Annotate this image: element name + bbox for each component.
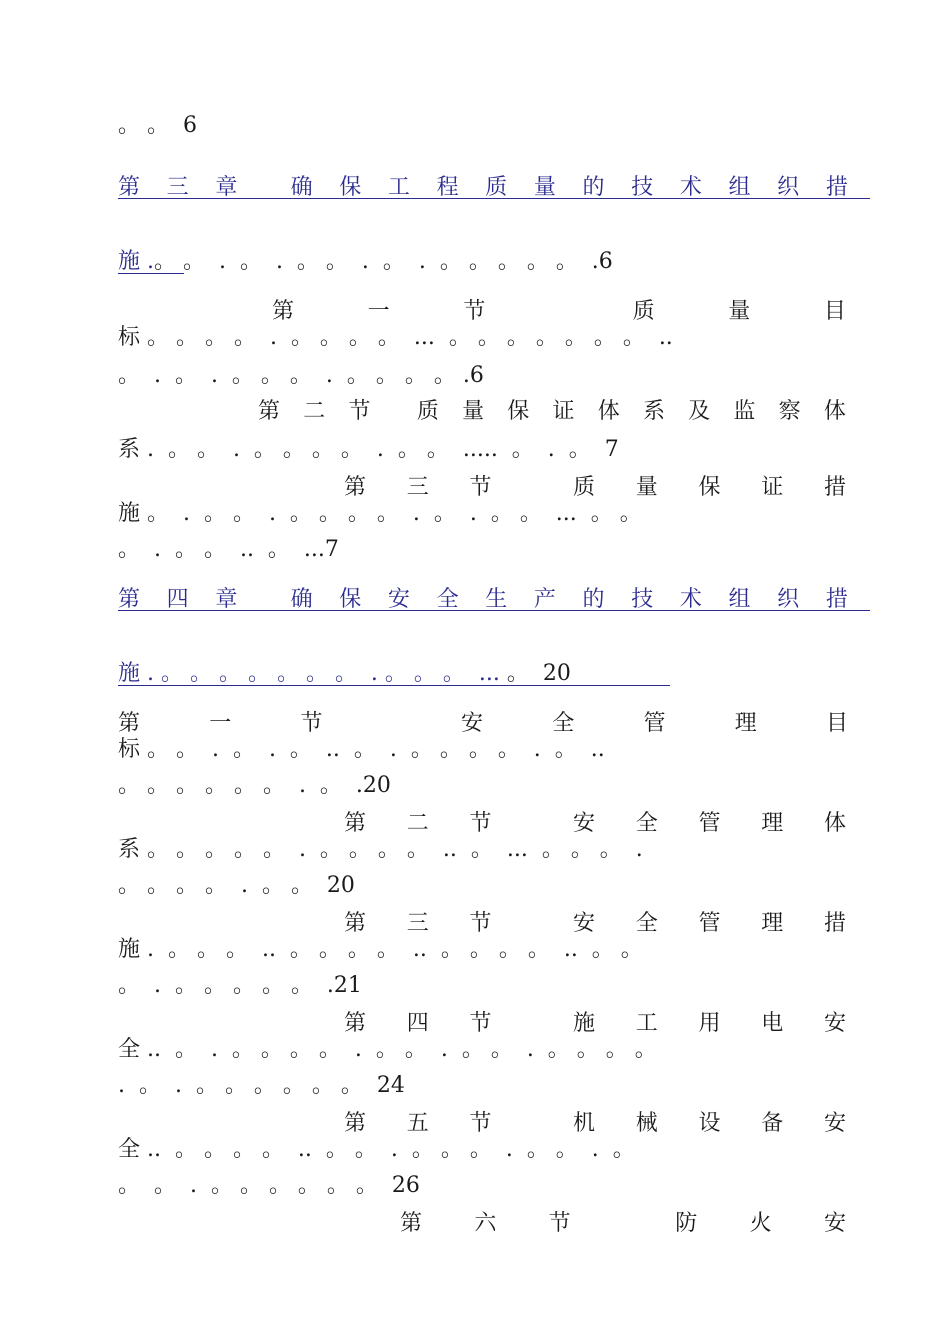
heading-char: 节 bbox=[348, 399, 371, 424]
heading-char: 目 bbox=[825, 711, 848, 736]
heading-char[interactable]: 四 bbox=[166, 587, 189, 612]
heading-char: 一 bbox=[209, 711, 232, 736]
heading-char[interactable]: 措 bbox=[825, 175, 848, 200]
toc-line: 标 。 。 。 。 . 。 。 。 。 ... 。 。 。 。 。 。 。 .. bbox=[118, 325, 673, 350]
heading-char[interactable]: 技 bbox=[631, 175, 654, 200]
heading-char[interactable]: 保 bbox=[339, 587, 362, 612]
leader-dots: 。 。 . 。 . 。 。 . 。 . 。 。 。 。 。 .6 bbox=[154, 249, 613, 274]
heading-char: 节 bbox=[469, 911, 492, 936]
section-4-6-heading bbox=[400, 1210, 846, 1238]
heading-char: 节 bbox=[469, 1011, 492, 1036]
heading-char: 六 bbox=[474, 1211, 497, 1236]
heading-char: 理 bbox=[761, 911, 784, 936]
toc-line: . 。 . 。 。 。 。 。 。 24 bbox=[118, 1073, 405, 1098]
heading-char: 全 bbox=[552, 711, 575, 736]
heading-char: 第 bbox=[258, 399, 281, 424]
heading-char: 保 bbox=[698, 475, 721, 500]
heading-char[interactable]: 章 bbox=[215, 175, 238, 200]
toc-line: 施 . 。 。 。 .. 。 。 。 。 .. 。 。 。 。 .. 。 。 bbox=[118, 937, 643, 962]
heading-char: 防 bbox=[675, 1211, 698, 1236]
chapter-3-link-tail[interactable]: 施 . bbox=[118, 249, 154, 274]
heading-char: 一 bbox=[367, 299, 390, 324]
heading-char: 体 bbox=[823, 399, 846, 424]
heading-char[interactable]: 确 bbox=[290, 587, 313, 612]
heading-char: 节 bbox=[469, 1111, 492, 1136]
toc-line: 全 .. 。 。 。 。 .. 。 。 . 。 。 。 . 。 。 . 。 bbox=[118, 1137, 635, 1162]
link-underline bbox=[118, 198, 870, 199]
link-underline bbox=[118, 273, 184, 274]
heading-char: 系 bbox=[642, 399, 665, 424]
heading-char: 量 bbox=[462, 399, 485, 424]
section-4-1-heading bbox=[118, 710, 848, 738]
heading-char: 质 bbox=[416, 399, 439, 424]
heading-char: 电 bbox=[761, 1011, 784, 1036]
heading-char[interactable]: 措 bbox=[825, 587, 848, 612]
toc-line: 。 。 . 。 。 。 。 。 。 26 bbox=[118, 1173, 420, 1198]
heading-char: 二 bbox=[406, 811, 429, 836]
toc-line: 。 . 。 。 。 。 。 .21 bbox=[118, 973, 362, 998]
toc-line: 。 . 。 . 。 。 。 . 。 。 。 。 .6 bbox=[118, 363, 484, 388]
heading-char: 机 bbox=[572, 1111, 595, 1136]
heading-char: 五 bbox=[406, 1111, 429, 1136]
heading-char: 节 bbox=[469, 811, 492, 836]
link-underline bbox=[118, 610, 870, 611]
heading-char: 证 bbox=[761, 475, 784, 500]
heading-char: 第 bbox=[344, 1111, 367, 1136]
section-4-4-heading bbox=[344, 1010, 846, 1038]
heading-char[interactable]: 组 bbox=[728, 175, 751, 200]
chapter-3-continuation bbox=[118, 248, 613, 276]
heading-char[interactable]: 织 bbox=[777, 587, 800, 612]
heading-char: 量 bbox=[728, 299, 751, 324]
heading-char: 节 bbox=[300, 711, 323, 736]
heading-char: 火 bbox=[749, 1211, 772, 1236]
heading-char[interactable]: 章 bbox=[215, 587, 238, 612]
toc-line: 系 。 。 。 。 。 . 。 。 。 。 .. 。 ... 。 。 。 . bbox=[118, 837, 643, 862]
heading-char[interactable]: 的 bbox=[582, 175, 605, 200]
heading-char: 安 bbox=[572, 911, 595, 936]
leader-dots: 。 20 bbox=[506, 661, 571, 686]
heading-char: 三 bbox=[406, 911, 429, 936]
heading-char: 节 bbox=[469, 475, 492, 500]
heading-char: 第 bbox=[400, 1211, 423, 1236]
heading-char: 安 bbox=[823, 1111, 846, 1136]
heading-char[interactable]: 第 bbox=[118, 175, 141, 200]
toc-line: 。 。 。 。 。 。 . 。 .20 bbox=[118, 773, 391, 798]
heading-char: 第 bbox=[272, 299, 295, 324]
heading-char[interactable]: 全 bbox=[436, 587, 459, 612]
heading-char: 管 bbox=[698, 911, 721, 936]
heading-char[interactable]: 术 bbox=[679, 587, 702, 612]
section-4-2-heading bbox=[344, 810, 846, 838]
heading-char: 质 bbox=[632, 299, 655, 324]
heading-char: 证 bbox=[552, 399, 575, 424]
heading-char[interactable]: 工 bbox=[387, 175, 410, 200]
heading-char[interactable]: 织 bbox=[777, 175, 800, 200]
section-3-3-heading bbox=[344, 474, 846, 502]
heading-char: 理 bbox=[761, 811, 784, 836]
toc-line: 系 . 。 。 . 。 。 。 。 . 。 。 ..... 。 . 。 7 bbox=[118, 437, 619, 462]
heading-char: 施 bbox=[572, 1011, 595, 1036]
heading-char[interactable]: 技 bbox=[631, 587, 654, 612]
heading-char: 第 bbox=[344, 475, 367, 500]
toc-line: 。 。 6 bbox=[118, 113, 197, 138]
heading-char: 管 bbox=[643, 711, 666, 736]
heading-char: 用 bbox=[698, 1011, 721, 1036]
toc-line: 标 。 。 . 。 . 。 .. 。 . 。 。 。 。 . 。 .. bbox=[118, 737, 605, 762]
heading-char: 安 bbox=[823, 1211, 846, 1236]
heading-char: 械 bbox=[635, 1111, 658, 1136]
section-3-2-heading bbox=[258, 398, 846, 426]
heading-char: 体 bbox=[597, 399, 620, 424]
section-3-1-heading bbox=[272, 298, 846, 326]
heading-char: 安 bbox=[823, 1011, 846, 1036]
heading-char: 第 bbox=[344, 911, 367, 936]
heading-char: 节 bbox=[548, 1211, 571, 1236]
heading-char: 保 bbox=[507, 399, 530, 424]
heading-char[interactable]: 组 bbox=[728, 587, 751, 612]
heading-char: 监 bbox=[733, 399, 756, 424]
link-underline bbox=[118, 685, 670, 686]
heading-char: 二 bbox=[303, 399, 326, 424]
heading-char[interactable]: 程 bbox=[436, 175, 459, 200]
chapter-4-continuation bbox=[118, 660, 571, 688]
heading-char[interactable]: 产 bbox=[533, 587, 556, 612]
heading-char: 设 bbox=[698, 1111, 721, 1136]
chapter-4-link-tail[interactable]: 施 . 。 。 。 。 。 。 。 . 。 。 。 ... bbox=[118, 661, 507, 686]
heading-char: 察 bbox=[778, 399, 801, 424]
heading-char[interactable]: 生 bbox=[485, 587, 508, 612]
heading-char[interactable]: 确 bbox=[290, 175, 313, 200]
heading-char: 备 bbox=[761, 1111, 784, 1136]
heading-char: 三 bbox=[406, 475, 429, 500]
heading-char: 措 bbox=[823, 911, 846, 936]
heading-char: 四 bbox=[406, 1011, 429, 1036]
heading-char[interactable]: 第 bbox=[118, 587, 141, 612]
section-4-5-heading bbox=[344, 1110, 846, 1138]
heading-char: 理 bbox=[734, 711, 757, 736]
toc-line: 。 . 。 。 .. 。 ...7 bbox=[118, 537, 339, 562]
heading-char: 第 bbox=[344, 1011, 367, 1036]
heading-char: 及 bbox=[688, 399, 711, 424]
heading-char[interactable]: 安 bbox=[387, 587, 410, 612]
heading-char: 量 bbox=[635, 475, 658, 500]
section-4-3-heading bbox=[344, 910, 846, 938]
heading-char: 工 bbox=[635, 1011, 658, 1036]
heading-char: 质 bbox=[572, 475, 595, 500]
heading-char: 目 bbox=[823, 299, 846, 324]
heading-char: 安 bbox=[460, 711, 483, 736]
heading-char: 全 bbox=[635, 911, 658, 936]
heading-char: 管 bbox=[698, 811, 721, 836]
heading-char[interactable]: 术 bbox=[679, 175, 702, 200]
toc-line: 。 。 。 。 . 。 。 20 bbox=[118, 873, 355, 898]
heading-char: 第 bbox=[344, 811, 367, 836]
heading-char: 全 bbox=[635, 811, 658, 836]
heading-char[interactable]: 质 bbox=[485, 175, 508, 200]
heading-char: 节 bbox=[463, 299, 486, 324]
heading-char[interactable]: 量 bbox=[533, 175, 556, 200]
heading-char[interactable]: 三 bbox=[166, 175, 189, 200]
heading-char: 第 bbox=[118, 711, 141, 736]
heading-char: 体 bbox=[823, 811, 846, 836]
heading-char[interactable]: 保 bbox=[339, 175, 362, 200]
heading-char: 安 bbox=[572, 811, 595, 836]
heading-char: 措 bbox=[823, 475, 846, 500]
heading-char[interactable]: 的 bbox=[582, 587, 605, 612]
toc-line: 施 。 . 。 。 . 。 。 。 。 . 。 . 。 。 ... 。 。 bbox=[118, 501, 642, 526]
toc-line: 全 .. 。 . 。 。 。 。 . 。 。 . 。 。 . 。 。 。 。 bbox=[118, 1037, 657, 1062]
